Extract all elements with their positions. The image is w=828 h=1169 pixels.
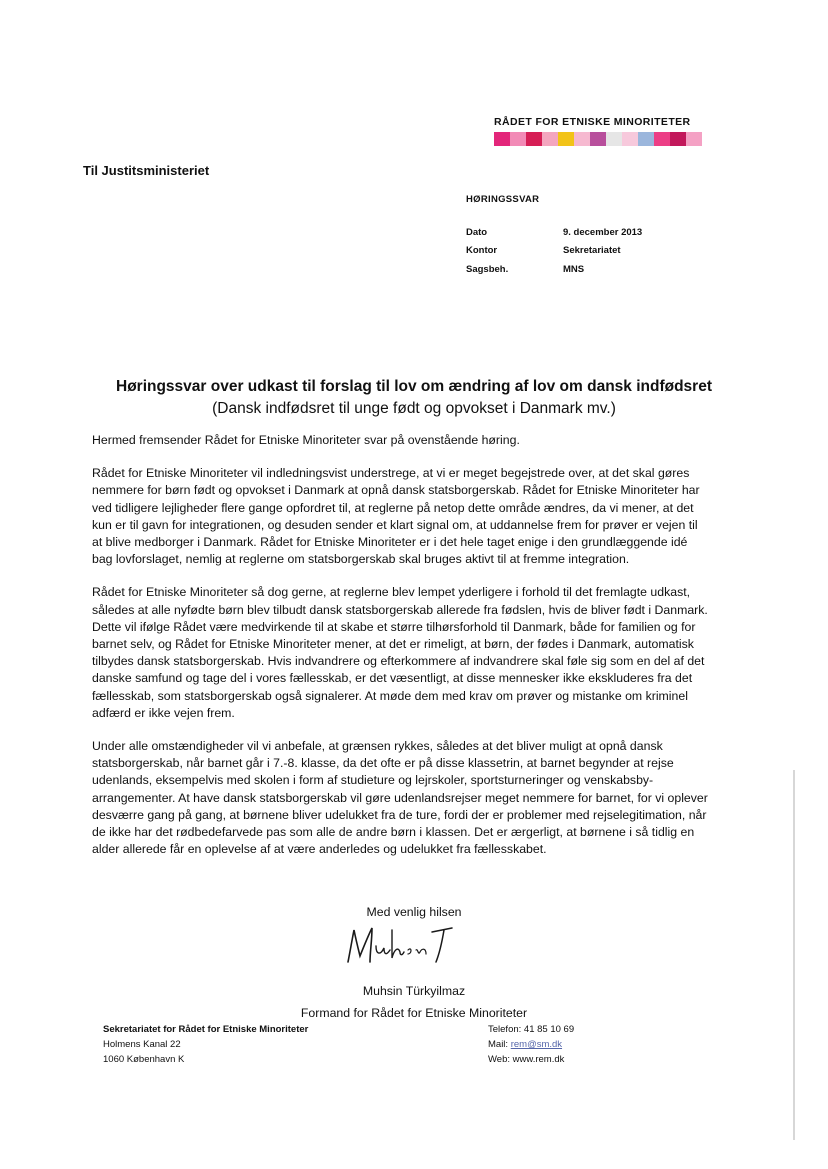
meta-label-case-handler: Sagsbeh. [466,264,509,275]
meta-value-date: 9. december 2013 [563,227,643,238]
meta-value-office: Sekretariatet [563,245,621,256]
document-type: HØRINGSSVAR [466,194,540,205]
signer-role: Formand for Rådet for Etniske Minoriteter [300,1006,528,1020]
document-subtitle: (Dansk indfødsret til unge født og opvokset i Danmark mv.) [212,400,616,417]
logo-stripe-segment [622,132,638,146]
footer-phone: 41 85 10 69 [523,1024,575,1035]
letter-body [92,432,710,874]
paragraph: Rådet for Etniske Minoriteter vil indledningsvist understrege, at vi er meget begejstrede over, at det skal gøres nemmere for børn født og opvokset i Danmark at opnå dansk statsborgerskab. Rådet for Etniske Minoriteter har ved tidligere lejligheder flere gange opfordret til, at reglerne på netop dette område ændres, da vi mener, at det kun er til gavn for integrationen, og desuden sender et klart signal om, at uddannelse frem for prøver er vejen til at blive medborger i Danmark. Rådet for Etniske Minoriteter er i det hele taget enige i den grundlæggende idé bag lovforslaget, nemlig at reglerne om statsborgerskab skal bruges aktivt til at fremme integration. [92,466,700,567]
footer-web-link[interactable]: www.rem.dk [512,1054,565,1065]
logo-stripe-segment [686,132,702,146]
recipient: Til Justitsministeriet [83,163,210,178]
paragraph: Under alle omstændigheder vil vi anbefale, at grænsen rykkes, således at det bliver muligt at opnå dansk statsborgerskab, når barnet går i 7.-8. klasse, da det ofte er på disse klassetrin, at barnet begynder at rejse udenlands, eksempelvis med skolen i form af studieture og lejrskoler, sportsturneringer og venskabsby-arrangementer. At have dansk statsborgerskab vil gøre udenlandsrejser meget nemmere for barnet, for vi oplever desværre gang på gang, at børnene bliver udelukket fra de ture, fordi der er problemer med rejselegitimation, når de ikke har det rødbedefarvede pas som alle de andre børn i klassen. Det er ærgerligt, at børnene i så tidlig en alder allerede får en oplevelse af at være anderledes og udelukket fra fællesskabet. [92,739,708,857]
signer-name: Muhsin Türkyilmaz [362,984,466,998]
footer-city: 1060 København K [103,1054,185,1065]
footer-mail-label: Mail: [488,1039,509,1050]
footer-phone-label: Telefon: [488,1024,522,1035]
document-title: Høringssvar over udkast til forslag til lov om ændring af lov om dansk indfødsret [116,378,712,395]
handwritten-signature [340,922,460,970]
logo-stripe-segment [494,132,510,146]
scan-edge-line [793,770,795,1140]
footer-phone-row [488,1024,574,1035]
logo-stripe-segment [654,132,670,146]
closing-greeting: Med venlig hilsen [366,905,462,919]
footer-web-label: Web: [488,1054,511,1065]
footer-street: Holmens Kanal 22 [103,1039,181,1050]
logo-stripe-segment [606,132,622,146]
logo-stripe-segment [526,132,542,146]
logo-stripe-segment [510,132,526,146]
meta-value-case-handler: MNS [563,264,585,275]
logo-name: RÅDET FOR ETNISKE MINORITETER [494,116,691,128]
logo-stripe-segment [638,132,654,146]
meta-label-office: Kontor [466,245,498,256]
organization-logo [494,116,702,146]
footer-mail-row [488,1039,562,1050]
paragraph: Hermed fremsender Rådet for Etniske Minoriteter svar på ovenstående høring. [92,433,520,447]
logo-stripe-segment [574,132,590,146]
logo-color-stripe [494,132,702,146]
footer-organization: Sekretariatet for Rådet for Etniske Minoriteter [103,1024,309,1035]
logo-stripe-segment [670,132,686,146]
paragraph: Rådet for Etniske Minoriteter så dog gerne, at reglerne blev lempet yderligere i forhold til det fremlagte udkast, således at alle nyfødte børn blev tilbudt dansk statsborgerskab allerede fra fødslen, hvis de bliver født i Danmark. Dette vil ifølge Rådet være medvirkende til at skabe et større tilhørsforhold til Danmark, både for familien og for barnet selv, og Rådet for Etniske Minoriteter mener, at det er rimeligt, at børn, der fødes i Danmark, automatisk tilbydes dansk statsborgerskab. Hvis indvandrere og efterkommere af indvandrere skal føle sig som en del af det danske samfund og tage del i vores fællesskab, er det væsentligt, at disse mennesker ikke ekskluderes fra det fællesskab, som statsborgerskab også signalerer. At møde dem med krav om prøver og mistanke om kriminel adfærd er ikke vejen frem. [92,585,708,720]
logo-stripe-segment [542,132,558,146]
logo-stripe-segment [558,132,574,146]
meta-label-date: Dato [466,227,488,238]
footer-web-row [488,1054,564,1065]
footer-mail-link[interactable]: rem@sm.dk [510,1039,563,1050]
logo-stripe-segment [590,132,606,146]
